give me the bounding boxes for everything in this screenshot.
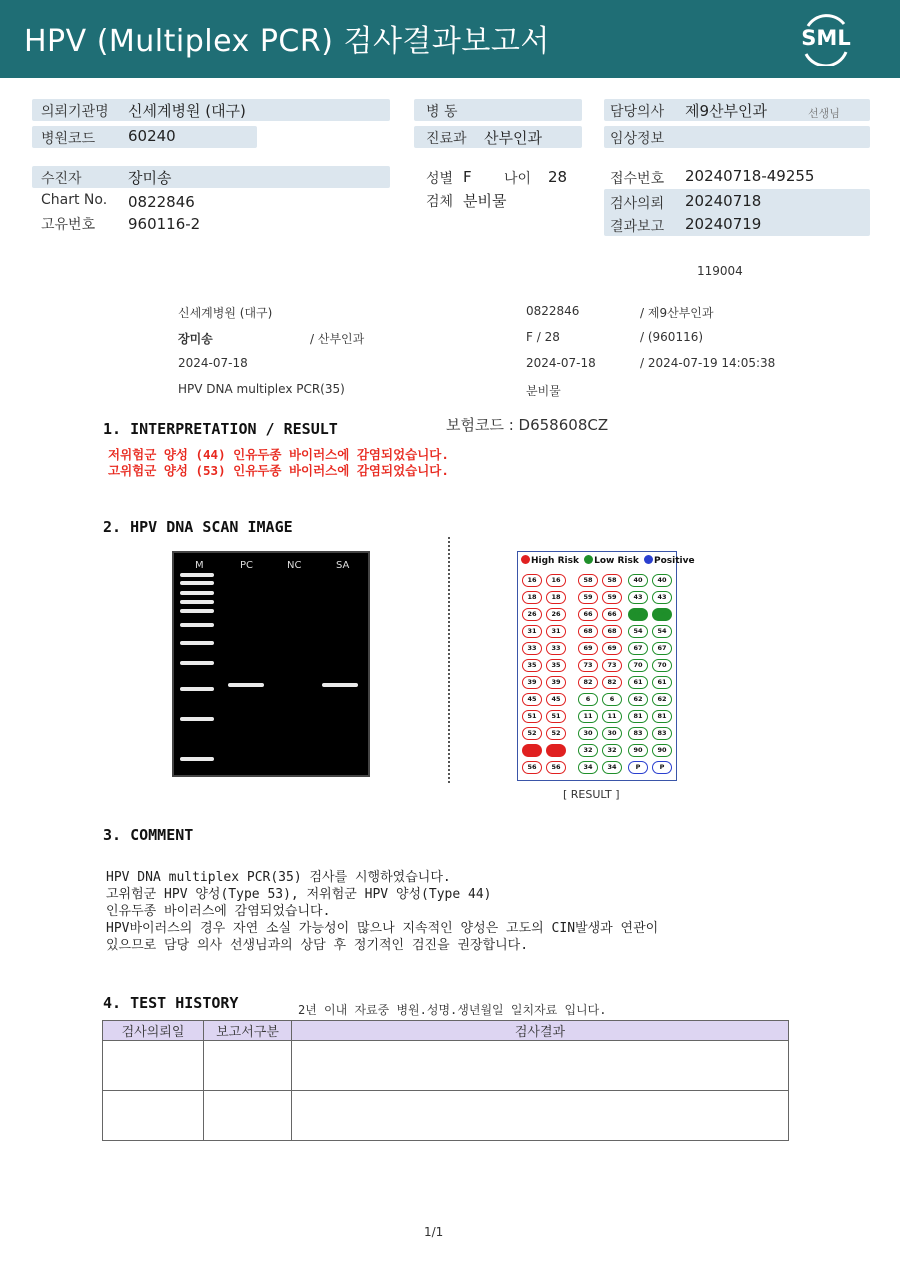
chip-cell: 62 [652, 693, 672, 706]
specimen-value: 분비물 [463, 192, 507, 210]
report-doctor: / 제9산부인과 [640, 306, 714, 320]
dept-label: 진료과 [426, 131, 467, 147]
chip-cell: 43 [628, 591, 648, 604]
comment-line-4: HPV바이러스의 경우 자연 소실 가능성이 많으나 지속적인 양성은 고도의 CIN발생과 연관이 [106, 921, 659, 936]
report-test-name: HPV DNA multiplex PCR(35) [178, 382, 345, 396]
report-header [0, 0, 900, 78]
result-line-2: 고위험군 양성 (53) 인유두종 바이러스에 감염되었습니다. [108, 463, 449, 478]
gel-sa-band [322, 683, 358, 687]
positive-dot-icon [644, 555, 653, 564]
sex-label: 성별 [426, 171, 454, 187]
low-risk-dot-icon [584, 555, 593, 564]
chip-cell: 61 [652, 676, 672, 689]
history-table [102, 1020, 789, 1141]
chip-cell: 69 [602, 642, 622, 655]
report-code: 119004 [697, 264, 743, 278]
chip-cell: 11 [602, 710, 622, 723]
history-header-row [103, 1021, 789, 1041]
col-request-date: 검사의뢰일 [103, 1021, 204, 1041]
section1-title: 1. INTERPRETATION / RESULT [103, 420, 338, 438]
chip-cell: 31 [546, 625, 566, 638]
report-title: HPV (Multiplex PCR) 검사결과보고서 [24, 24, 550, 59]
chip-cell: 83 [628, 727, 648, 740]
chip-cell: 31 [522, 625, 542, 638]
chip-cell: 73 [578, 659, 598, 672]
gel-marker-band [180, 581, 214, 585]
result-caption: [ RESULT ] [563, 788, 620, 801]
col-report-type: 보고서구분 [204, 1021, 292, 1041]
logo-text: SML [801, 26, 851, 50]
chip-cell: 26 [522, 608, 542, 621]
chip-cell: 73 [602, 659, 622, 672]
age-label: 나이 [504, 171, 532, 187]
patient-value: 장미송 [128, 169, 172, 187]
report-chart-no: 0822846 [526, 304, 580, 318]
gel-marker-band [180, 609, 214, 613]
comment-line-1: HPV DNA multiplex PCR(35) 검사를 시행하였습니다. [106, 870, 451, 885]
chip-cell: 43 [652, 591, 672, 604]
gel-marker-band [180, 757, 214, 761]
report-specimen: 분비물 [526, 384, 561, 398]
chip-cell: 16 [546, 574, 566, 587]
chip-cell: 34 [602, 761, 622, 774]
chip-cell: 62 [628, 693, 648, 706]
chip-cell: 32 [602, 744, 622, 757]
section4-title: 4. TEST HISTORY [103, 994, 239, 1012]
chip-cell: 90 [628, 744, 648, 757]
gel-marker-band [180, 717, 214, 721]
chip-cell: 33 [522, 642, 542, 655]
receipt-label: 접수번호 [610, 171, 665, 187]
request-label: 검사의뢰 [610, 196, 665, 212]
chip-cell: 52 [546, 727, 566, 740]
insurance-code: 보험코드 : D658608CZ [446, 416, 609, 434]
report-receipt-date: 2024-07-18 [526, 356, 596, 370]
gel-marker-band [180, 641, 214, 645]
legend-low: Low Risk [594, 556, 639, 566]
chip-cell: 54 [652, 625, 672, 638]
chip-cell: 16 [522, 574, 542, 587]
chip-cell: 83 [652, 727, 672, 740]
gel-marker-band [180, 661, 214, 665]
report-sex-age: F / 28 [526, 330, 560, 344]
chip-cell: 40 [652, 574, 672, 587]
chip-cell: P [628, 761, 648, 774]
chip-cell: 40 [628, 574, 648, 587]
unique-no-label: 고유번호 [41, 217, 96, 233]
specimen-label: 검체 [426, 194, 454, 210]
institution-value: 신세계병원 (대구) [128, 102, 246, 120]
gel-lane-nc: NC [287, 560, 302, 571]
chip-cell: 68 [578, 625, 598, 638]
report-label: 결과보고 [610, 219, 665, 235]
chip-legend [521, 555, 695, 566]
chip-cell: 26 [546, 608, 566, 621]
dept-value: 산부인과 [484, 129, 542, 147]
chip-cell: 68 [602, 625, 622, 638]
chip-cell: 32 [578, 744, 598, 757]
chip-cell: 82 [578, 676, 598, 689]
chip-cell: 54 [628, 625, 648, 638]
report-patient: 장미송 [178, 332, 213, 346]
image-divider [448, 537, 450, 783]
hospital-code-label: 병원코드 [41, 131, 96, 147]
table-row [103, 1091, 789, 1141]
hpv-chip-result [517, 551, 695, 781]
gel-lane-m: M [195, 560, 204, 571]
chip-cell: 81 [628, 710, 648, 723]
hospital-code-value: 60240 [128, 127, 176, 145]
chip-cell: 53 [546, 744, 566, 757]
report-request-date: 2024-07-18 [178, 356, 248, 370]
comment-line-5: 있으므로 담당 의사 선생님과의 상담 후 정기적인 검진을 권장합니다. [106, 938, 529, 953]
comment-line-3: 인유두종 바이러스에 감염되었습니다. [106, 904, 331, 919]
chip-cell: 39 [522, 676, 542, 689]
chip-cell: 59 [578, 591, 598, 604]
chip-cell: P [652, 761, 672, 774]
high-risk-dot-icon [521, 555, 530, 564]
chip-cell: 52 [522, 727, 542, 740]
chip-cell: 67 [628, 642, 648, 655]
chip-cell: 51 [522, 710, 542, 723]
chip-cell: 58 [578, 574, 598, 587]
chip-cell: 58 [602, 574, 622, 587]
chip-cell: 82 [602, 676, 622, 689]
chip-cell: 66 [578, 608, 598, 621]
chip-cell: 70 [628, 659, 648, 672]
gel-lane-sa: SA [336, 560, 350, 571]
report-institution: 신세계병원 (대구) [178, 306, 273, 320]
chip-cell: 56 [522, 761, 542, 774]
gel-pc-band [228, 683, 264, 687]
request-value: 20240718 [685, 192, 762, 210]
section3-title: 3. COMMENT [103, 826, 194, 844]
chip-cell: 51 [546, 710, 566, 723]
history-note: 2년 이내 자료중 병원.성명.생년월일 일치자료 입니다. [298, 1003, 607, 1017]
chip-cell: 30 [578, 727, 598, 740]
gel-marker-band [180, 687, 214, 691]
chip-cell: 39 [546, 676, 566, 689]
gel-marker-band [180, 573, 214, 577]
chip-cell: 70 [652, 659, 672, 672]
chip-cell: 11 [578, 710, 598, 723]
comment-line-2: 고위험군 HPV 양성(Type 53), 저위험군 HPV 양성(Type 44) [106, 887, 492, 902]
clinical-label: 임상정보 [610, 131, 665, 147]
chip-cell: 66 [602, 608, 622, 621]
doctor-suffix: 선생님 [808, 107, 840, 120]
section2-title: 2. HPV DNA SCAN IMAGE [103, 518, 293, 536]
institution-label: 의뢰기관명 [41, 104, 109, 120]
chip-cell: 67 [652, 642, 672, 655]
page-number: 1/1 [424, 1225, 444, 1239]
gel-marker-band [180, 591, 214, 595]
chip-cell: 18 [522, 591, 542, 604]
result-line-1: 저위험군 양성 (44) 인유두종 바이러스에 감염되었습니다. [108, 447, 449, 462]
report-dept: / 산부인과 [310, 332, 365, 346]
chip-cell: 6 [578, 693, 598, 706]
chip-cell: 44 [652, 608, 672, 621]
chip-cell: 81 [652, 710, 672, 723]
report-value: 20240719 [685, 215, 762, 233]
doctor-label: 담당의사 [610, 104, 665, 120]
receipt-value: 20240718-49255 [685, 167, 815, 185]
chip-cell: 53 [522, 744, 542, 757]
sex-value: F [463, 168, 472, 186]
doctor-value: 제9산부인과 [685, 102, 767, 120]
chip-cell: 59 [602, 591, 622, 604]
chart-no-label: Chart No. [41, 192, 108, 208]
gel-marker-band [180, 600, 214, 604]
chip-cell: 90 [652, 744, 672, 757]
patient-bar [32, 166, 390, 188]
chip-cell: 69 [578, 642, 598, 655]
report-datetime: / 2024-07-19 14:05:38 [640, 356, 776, 370]
unique-no-value: 960116-2 [128, 215, 201, 233]
patient-label: 수진자 [41, 171, 82, 187]
chart-no-value: 0822846 [128, 193, 195, 211]
gel-image [172, 551, 370, 777]
chip-cell: 35 [522, 659, 542, 672]
age-value: 28 [548, 168, 568, 186]
chip-cell: 6 [602, 693, 622, 706]
chip-cell: 18 [546, 591, 566, 604]
sml-logo [798, 12, 854, 66]
table-row [103, 1041, 789, 1091]
legend-pos: Positive [653, 556, 695, 566]
report-birth: / (960116) [640, 330, 704, 344]
chip-cell: 35 [546, 659, 566, 672]
chip-cell: 56 [546, 761, 566, 774]
chip-cell: 44 [628, 608, 648, 621]
ward-label: 병 동 [426, 104, 458, 120]
chip-cell: 45 [546, 693, 566, 706]
legend-high: High Risk [531, 556, 579, 566]
chip-cell: 34 [578, 761, 598, 774]
chip-cell: 61 [628, 676, 648, 689]
gel-lane-pc: PC [240, 560, 254, 571]
col-result: 검사결과 [292, 1021, 789, 1041]
gel-marker-band [180, 623, 214, 627]
chip-cell: 30 [602, 727, 622, 740]
chip-cell: 33 [546, 642, 566, 655]
chip-cell: 45 [522, 693, 542, 706]
